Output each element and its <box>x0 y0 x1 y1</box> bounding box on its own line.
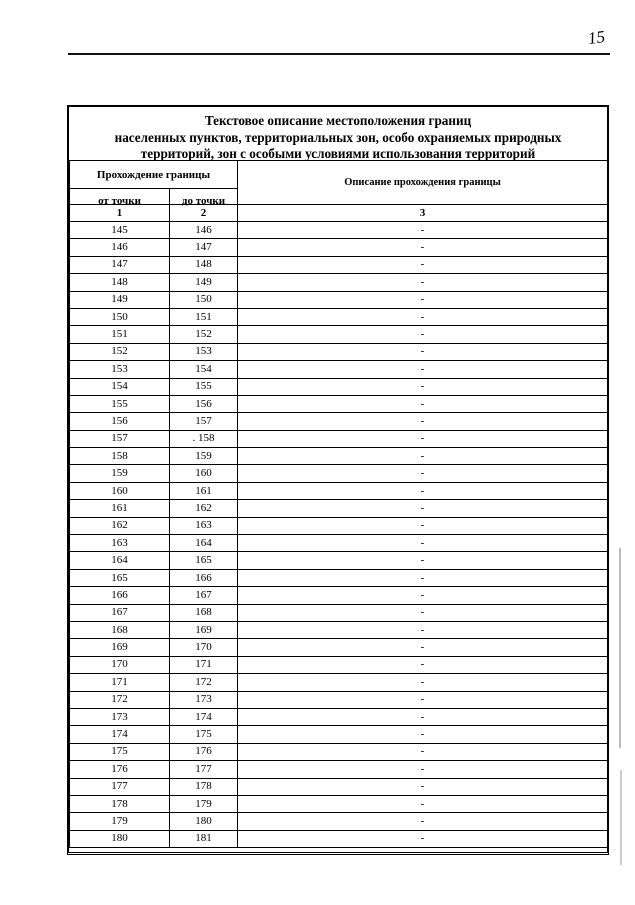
description-cell: - <box>238 256 608 273</box>
from-point-cell: 177 <box>70 778 170 795</box>
to-point-cell: 171 <box>170 656 238 673</box>
header-boundary-passage: Прохождение границы <box>70 161 238 189</box>
from-point-cell: 174 <box>70 726 170 743</box>
to-point-cell: 181 <box>170 830 238 847</box>
from-point-cell: 161 <box>70 500 170 517</box>
table-row <box>70 430 608 447</box>
header-from-point: от точки <box>70 189 170 205</box>
to-point-cell: 169 <box>170 621 238 638</box>
from-point-cell: 156 <box>70 413 170 430</box>
from-point-cell: 165 <box>70 569 170 586</box>
description-cell: - <box>238 726 608 743</box>
table-body <box>70 222 608 848</box>
description-cell: - <box>238 743 608 760</box>
description-cell: - <box>238 708 608 725</box>
table-row <box>70 413 608 430</box>
description-cell: - <box>238 239 608 256</box>
from-point-cell: 159 <box>70 465 170 482</box>
to-point-cell: 170 <box>170 639 238 656</box>
from-point-cell: 180 <box>70 830 170 847</box>
scan-artifact <box>619 548 621 748</box>
from-point-cell: 151 <box>70 326 170 343</box>
to-point-cell: 151 <box>170 308 238 325</box>
table-row <box>70 761 608 778</box>
description-cell: - <box>238 361 608 378</box>
table-row <box>70 361 608 378</box>
page-number-handwritten: 15 <box>586 26 607 49</box>
table-row <box>70 743 608 760</box>
to-point-cell: 174 <box>170 708 238 725</box>
from-point-cell: 172 <box>70 691 170 708</box>
from-point-cell: 149 <box>70 291 170 308</box>
description-cell: - <box>238 517 608 534</box>
table-row <box>70 378 608 395</box>
column-number-3: 3 <box>238 205 608 222</box>
table-row <box>70 343 608 360</box>
from-point-cell: 170 <box>70 656 170 673</box>
to-point-cell: 155 <box>170 378 238 395</box>
table-row <box>70 778 608 795</box>
description-cell: - <box>238 569 608 586</box>
to-point-cell: 167 <box>170 587 238 604</box>
to-point-cell: 166 <box>170 569 238 586</box>
from-point-cell: 168 <box>70 621 170 638</box>
header-rule <box>68 53 610 55</box>
table-row <box>70 795 608 812</box>
to-point-cell: 156 <box>170 395 238 412</box>
description-cell: - <box>238 674 608 691</box>
to-point-cell: 168 <box>170 604 238 621</box>
table-row <box>70 395 608 412</box>
to-point-cell: 162 <box>170 500 238 517</box>
table-row <box>70 274 608 291</box>
to-point-cell: 159 <box>170 448 238 465</box>
table-row <box>70 256 608 273</box>
description-cell: - <box>238 448 608 465</box>
description-cell: - <box>238 587 608 604</box>
to-point-cell: 177 <box>170 761 238 778</box>
table-row <box>70 239 608 256</box>
from-point-cell: 145 <box>70 222 170 239</box>
description-cell: - <box>238 482 608 499</box>
column-number-1: 1 <box>70 205 170 222</box>
table-row <box>70 465 608 482</box>
description-cell: - <box>238 430 608 447</box>
to-point-cell: 148 <box>170 256 238 273</box>
from-point-cell: 154 <box>70 378 170 395</box>
from-point-cell: 157 <box>70 430 170 447</box>
column-number-2: 2 <box>170 205 238 222</box>
to-point-cell: . 158 <box>170 430 238 447</box>
from-point-cell: 162 <box>70 517 170 534</box>
to-point-cell: 165 <box>170 552 238 569</box>
to-point-cell: 149 <box>170 274 238 291</box>
description-cell: - <box>238 222 608 239</box>
description-cell: - <box>238 552 608 569</box>
from-point-cell: 169 <box>70 639 170 656</box>
table-row <box>70 291 608 308</box>
table-row <box>70 639 608 656</box>
scan-artifact <box>620 770 622 865</box>
to-point-cell: 147 <box>170 239 238 256</box>
description-cell: - <box>238 535 608 552</box>
table-row <box>70 308 608 325</box>
description-cell: - <box>238 830 608 847</box>
description-cell: - <box>238 604 608 621</box>
description-cell: - <box>238 639 608 656</box>
description-cell: - <box>238 291 608 308</box>
from-point-cell: 160 <box>70 482 170 499</box>
to-point-cell: 179 <box>170 795 238 812</box>
table-row <box>70 691 608 708</box>
from-point-cell: 173 <box>70 708 170 725</box>
boundary-table <box>69 160 608 848</box>
to-point-cell: 164 <box>170 535 238 552</box>
description-cell: - <box>238 795 608 812</box>
from-point-cell: 166 <box>70 587 170 604</box>
description-cell: - <box>238 500 608 517</box>
table-row <box>70 621 608 638</box>
table-row <box>70 517 608 534</box>
from-point-cell: 150 <box>70 308 170 325</box>
table-row <box>70 222 608 239</box>
header-description: Описание прохождения границы <box>238 161 608 205</box>
to-point-cell: 150 <box>170 291 238 308</box>
to-point-cell: 172 <box>170 674 238 691</box>
description-cell: - <box>238 343 608 360</box>
title-line: населенных пунктов, территориальных зон, особо охраняемых природных <box>114 129 562 145</box>
table-row <box>70 500 608 517</box>
table-row <box>70 604 608 621</box>
from-point-cell: 152 <box>70 343 170 360</box>
from-point-cell: 171 <box>70 674 170 691</box>
description-cell: - <box>238 761 608 778</box>
description-cell: - <box>238 395 608 412</box>
from-point-cell: 153 <box>70 361 170 378</box>
header-to-point: до точки <box>170 189 238 205</box>
description-cell: - <box>238 465 608 482</box>
title-line: Текстовое описание местоположения границ <box>204 113 472 128</box>
description-cell: - <box>238 413 608 430</box>
to-point-cell: 152 <box>170 326 238 343</box>
from-point-cell: 167 <box>70 604 170 621</box>
table-row <box>70 726 608 743</box>
description-cell: - <box>238 656 608 673</box>
to-point-cell: 173 <box>170 691 238 708</box>
description-cell: - <box>238 621 608 638</box>
description-cell: - <box>238 274 608 291</box>
from-point-cell: 175 <box>70 743 170 760</box>
title-line: территорий, зон с особыми условиями использования территорий <box>140 146 536 161</box>
table-row <box>70 448 608 465</box>
description-cell: - <box>238 308 608 325</box>
to-point-cell: 157 <box>170 413 238 430</box>
from-point-cell: 146 <box>70 239 170 256</box>
to-point-cell: 160 <box>170 465 238 482</box>
from-point-cell: 164 <box>70 552 170 569</box>
table-row <box>70 674 608 691</box>
table-row <box>70 587 608 604</box>
from-point-cell: 176 <box>70 761 170 778</box>
to-point-cell: 176 <box>170 743 238 760</box>
to-point-cell: 163 <box>170 517 238 534</box>
table-row <box>70 708 608 725</box>
to-point-cell: 146 <box>170 222 238 239</box>
description-cell: - <box>238 378 608 395</box>
description-cell: - <box>238 813 608 830</box>
table-row <box>70 813 608 830</box>
from-point-cell: 155 <box>70 395 170 412</box>
to-point-cell: 175 <box>170 726 238 743</box>
to-point-cell: 153 <box>170 343 238 360</box>
description-cell: - <box>238 691 608 708</box>
table-row <box>70 656 608 673</box>
table-row <box>70 569 608 586</box>
description-cell: - <box>238 778 608 795</box>
table-row <box>70 830 608 847</box>
to-point-cell: 154 <box>170 361 238 378</box>
from-point-cell: 178 <box>70 795 170 812</box>
table-row <box>70 326 608 343</box>
from-point-cell: 148 <box>70 274 170 291</box>
from-point-cell: 163 <box>70 535 170 552</box>
description-cell: - <box>238 326 608 343</box>
table-row <box>70 552 608 569</box>
from-point-cell: 158 <box>70 448 170 465</box>
from-point-cell: 147 <box>70 256 170 273</box>
table-row <box>70 482 608 499</box>
to-point-cell: 180 <box>170 813 238 830</box>
to-point-cell: 161 <box>170 482 238 499</box>
to-point-cell: 178 <box>170 778 238 795</box>
table-row <box>70 535 608 552</box>
document-title <box>69 113 607 163</box>
from-point-cell: 179 <box>70 813 170 830</box>
